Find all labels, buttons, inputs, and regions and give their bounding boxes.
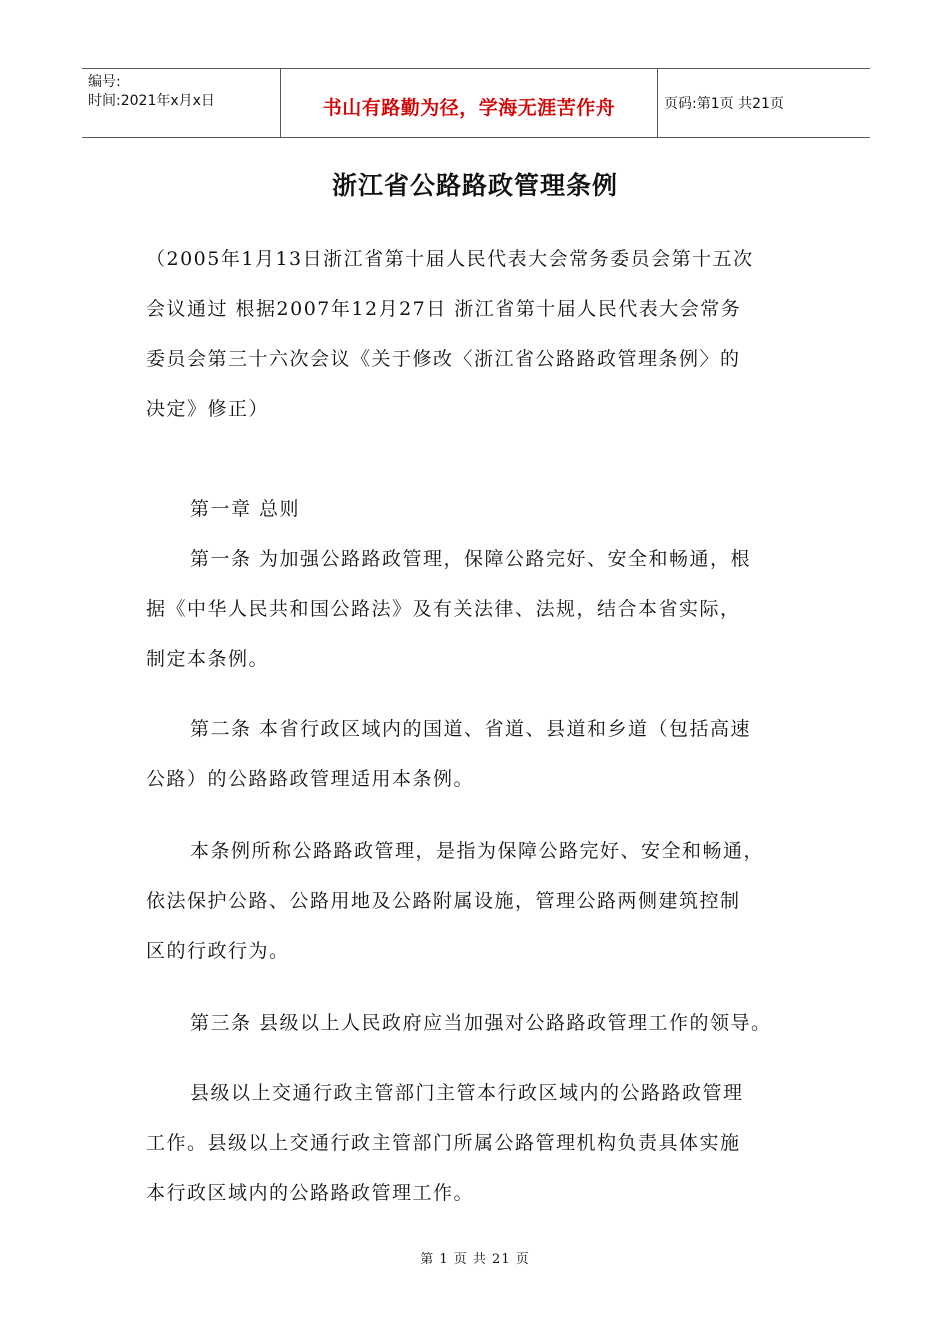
- chapter-heading: 第一章 总则: [190, 498, 301, 520]
- page-info: 页码:第1页 共21页: [664, 96, 784, 112]
- motto-text: 书山有路勤为径，学海无涯苦作舟: [322, 96, 616, 119]
- header-motto-cell: [281, 69, 658, 137]
- header-meta-cell: [82, 69, 281, 137]
- article-2-para-2-line-1: 本条例所称公路路政管理，是指为保障公路完好、安全和畅通，: [190, 840, 765, 862]
- article-1-line-1: 第一条 为加强公路路政管理，保障公路完好、安全和畅通，根: [190, 548, 752, 570]
- header-table: [82, 68, 870, 138]
- document-title: 浙江省公路路政管理条例: [331, 171, 618, 200]
- article-2-line-1: 第二条 本省行政区域内的国道、省道、县道和乡道（包括高速: [190, 718, 752, 740]
- preamble-line-4: 决定》修正）: [146, 398, 270, 420]
- article-2-para-2-line-3: 区的行政行为。: [146, 940, 290, 962]
- article-3-line-1: 第三条 县级以上人民政府应当加强对公路路政管理工作的领导。: [190, 1012, 772, 1034]
- article-2-para-2-line-2: 依法保护公路、公路用地及公路附属设施，管理公路两侧建筑控制: [146, 890, 741, 912]
- page-footer: 第 1 页 共 21 页: [420, 1252, 530, 1267]
- article-3-para-2-line-1: 县级以上交通行政主管部门主管本行政区域内的公路路政管理: [190, 1082, 744, 1104]
- doc-number-label: 编号:: [88, 74, 121, 90]
- preamble-line-3: 委员会第三十六次会议《关于修改〈浙江省公路路政管理条例〉的: [146, 348, 741, 370]
- time-label: 时间:2021年x月x日: [88, 93, 215, 109]
- preamble-line-2: 会议通过 根据2007年12月27日 浙江省第十届人民代表大会常务: [146, 298, 742, 320]
- preamble-line-1: （2005年1月13日浙江省第十届人民代表大会常务委员会第十五次: [146, 248, 754, 270]
- article-3-para-2-line-3: 本行政区域内的公路路政管理工作。: [146, 1182, 475, 1204]
- article-1-line-3: 制定本条例。: [146, 648, 270, 670]
- article-1-line-2: 据《中华人民共和国公路法》及有关法律、法规，结合本省实际，: [146, 598, 741, 620]
- article-2-line-2: 公路）的公路路政管理适用本条例。: [146, 768, 475, 790]
- header-page-cell: [658, 69, 870, 137]
- article-3-para-2-line-2: 工作。县级以上交通行政主管部门所属公路管理机构负责具体实施: [146, 1132, 741, 1154]
